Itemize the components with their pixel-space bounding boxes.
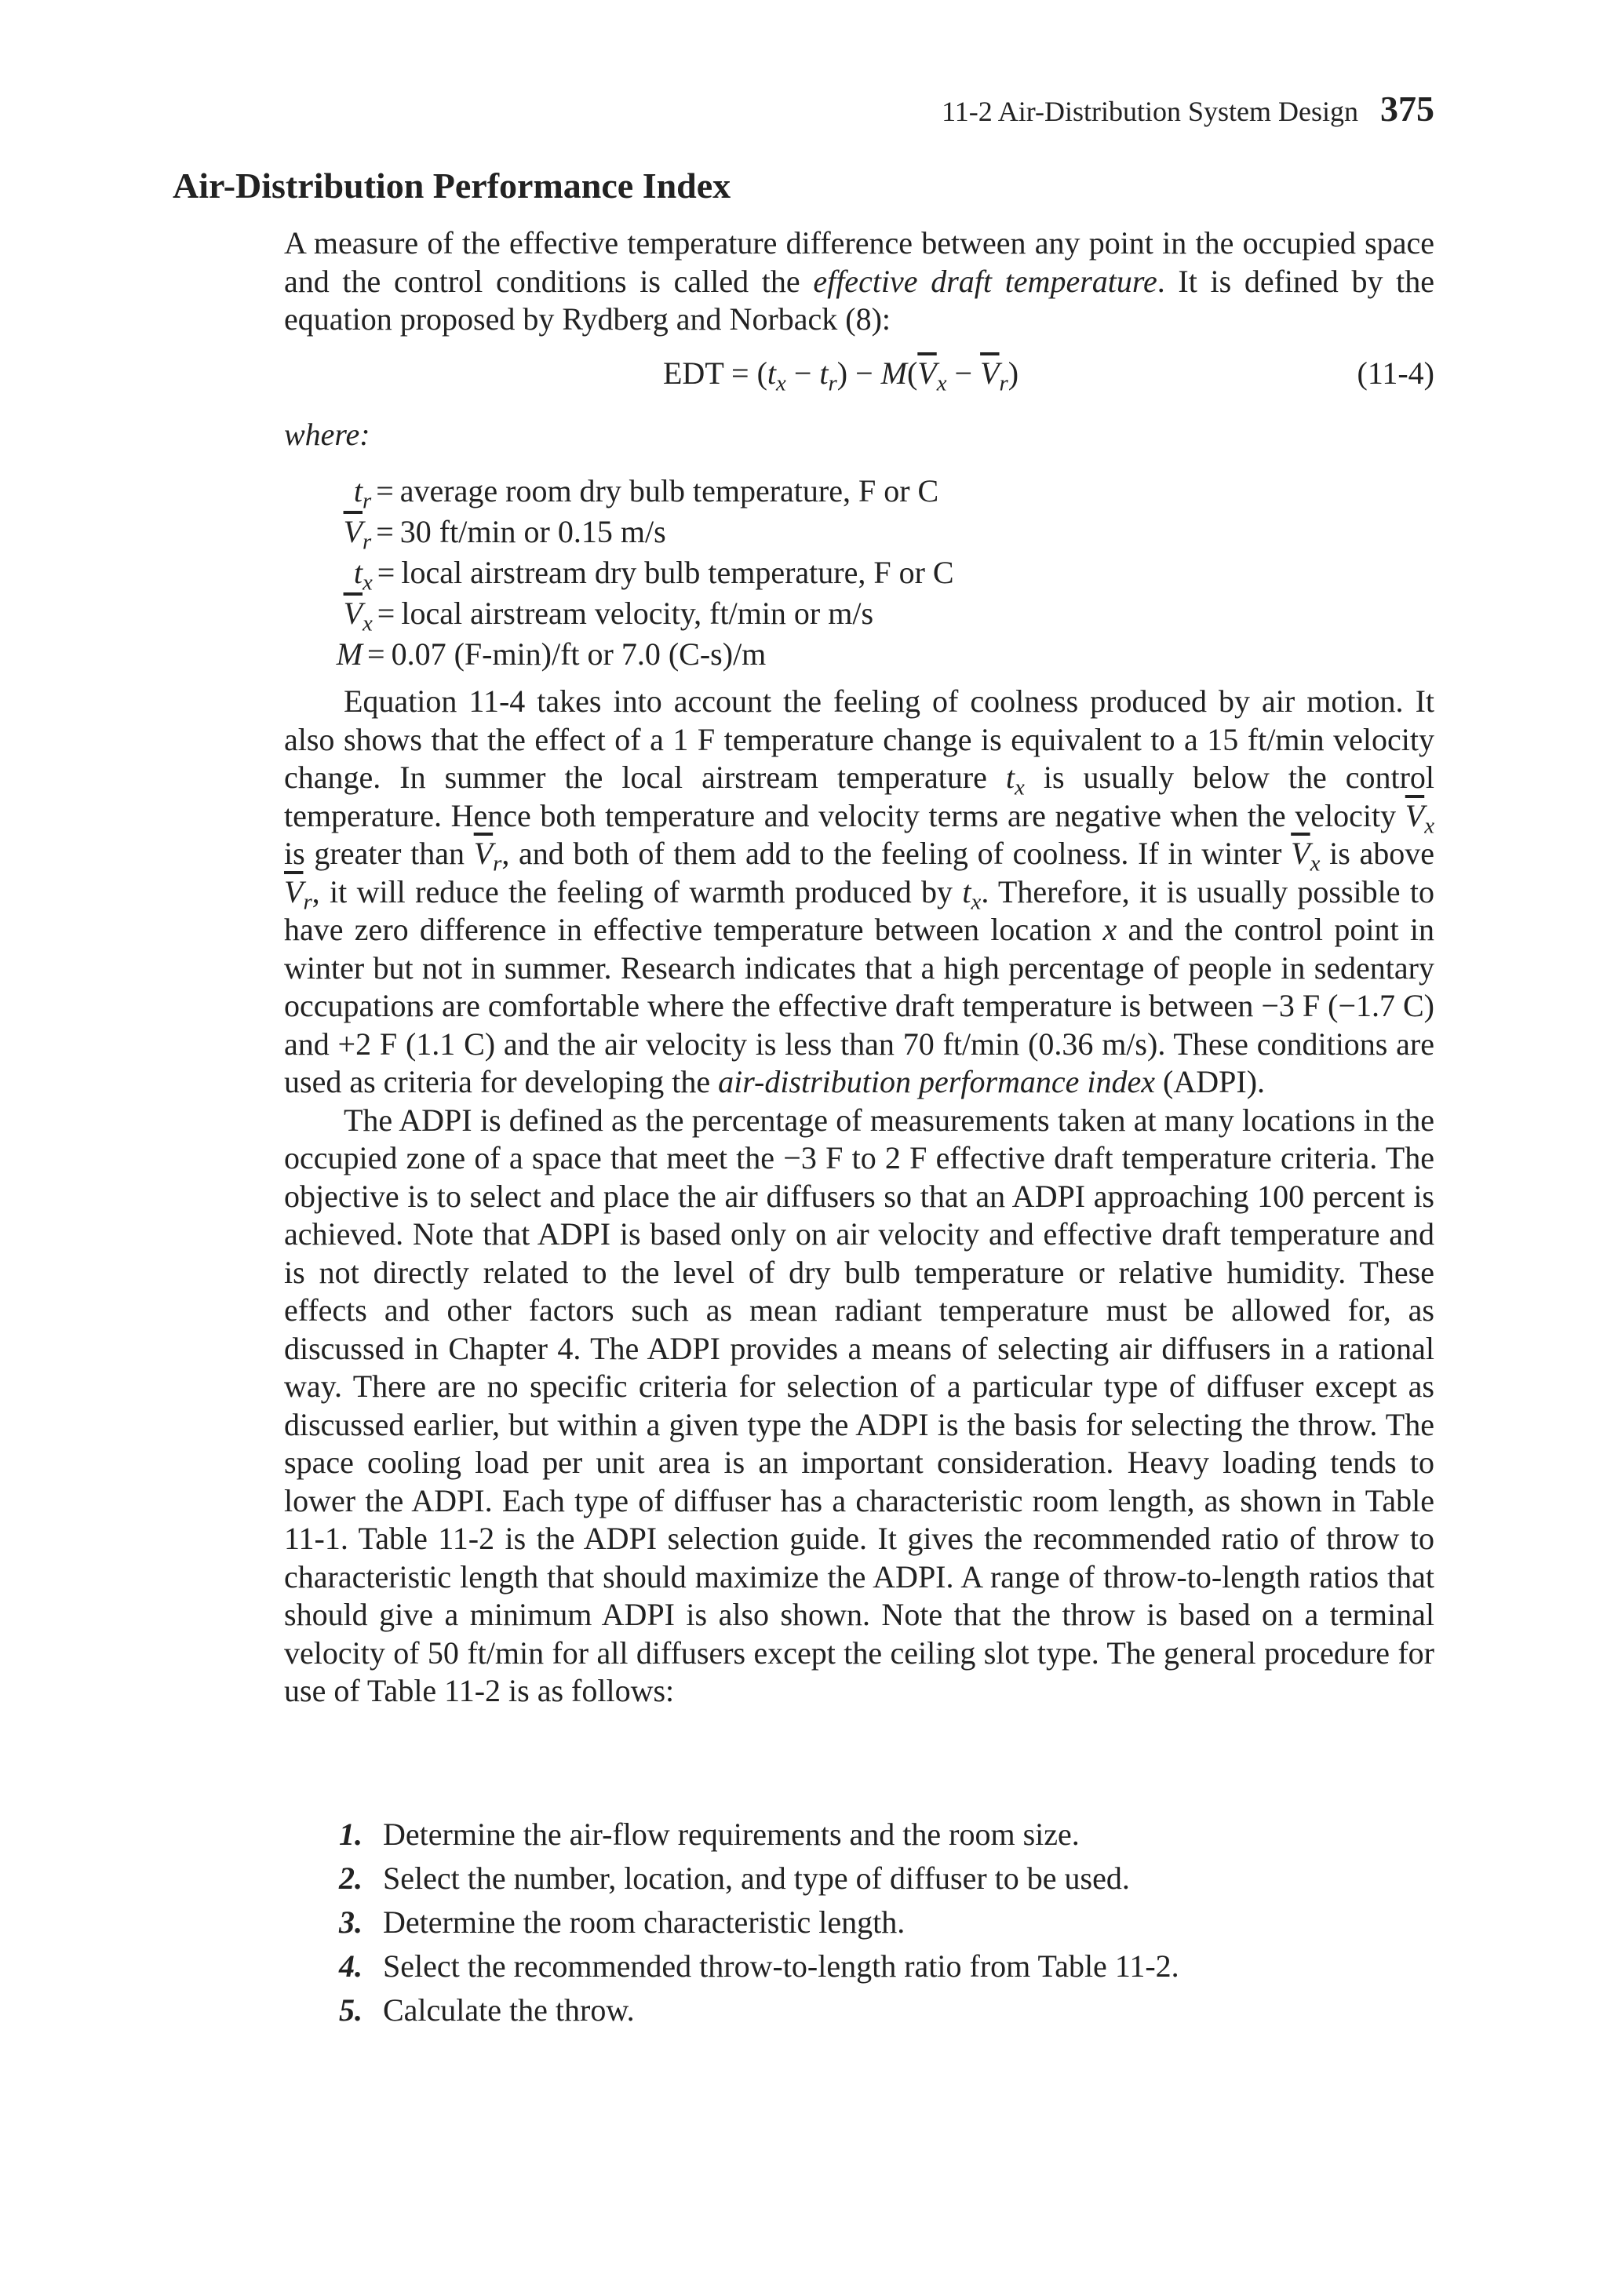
where-label: where: <box>284 417 370 452</box>
body-text <box>284 683 1434 1711</box>
step-item <box>339 1988 1179 2032</box>
step-item <box>339 1857 1179 1901</box>
eq-t1: t <box>767 355 777 391</box>
def-symbol: $\overline{V}$ <box>343 596 363 631</box>
eq-v1: $\overline{V}$ <box>917 355 937 391</box>
intro-text-2: . It is defined by the equation proposed by Rydberg and Norback (8): <box>284 263 1434 337</box>
eq-minus: − <box>785 355 820 391</box>
step-number: 3. <box>339 1904 363 1940</box>
adpi-term: air-distribution performance index <box>718 1064 1156 1099</box>
step-text: Select the recommended throw-to-length ratio from Table 11-2. <box>383 1948 1179 1984</box>
def-subscript: r <box>363 488 372 514</box>
definition-vr: $\overline{V}_r = 30$ ft/min or 0.15 m/s <box>330 512 954 552</box>
eq-sub-r1: r <box>828 370 837 396</box>
def-symbol: t <box>353 555 363 590</box>
def-text: local airstream velocity, ft/min or m/s <box>401 596 874 631</box>
def-subscript: x <box>363 570 373 596</box>
page-number: 375 <box>1380 89 1434 129</box>
definition-tx: $t_x$ = local airstream dry bulb temperature, F or C <box>330 552 954 593</box>
definition-vx: $\overline{V}_x$ = local airstream velocity, ft/min or m/s <box>330 593 954 634</box>
step-text: Determine the air-flow requirements and the room size. <box>383 1817 1080 1852</box>
intro-paragraph <box>284 224 1434 339</box>
edt-equation <box>663 355 1019 396</box>
step-text: Determine the room characteristic length. <box>383 1904 906 1940</box>
def-symbol: M <box>336 636 363 672</box>
step-number: 5. <box>339 1992 363 2028</box>
step-text: Select the number, location, and type of diffuser to be used. <box>383 1860 1130 1896</box>
eq-sub-r2: r <box>999 370 1008 396</box>
step-number: 1. <box>339 1817 363 1852</box>
definition-m: M = 0.07 (F-min)/ft or 7.0 (C-s)/m <box>330 634 954 675</box>
definition-tr: $t_r$ = average room dry bulb temperature, F or C <box>330 471 954 512</box>
def-symbol: t <box>353 473 363 508</box>
header-section-title: 11-2 Air-Distribution System Design <box>942 96 1358 127</box>
eq-m: M <box>880 355 907 391</box>
step-item <box>339 1813 1179 1857</box>
step-item <box>339 1901 1179 1944</box>
running-header <box>942 88 1434 129</box>
def-symbol: $\overline{V}$ <box>343 514 363 549</box>
eq-lhs: EDT = ( <box>663 355 767 391</box>
step-number: 2. <box>339 1860 363 1896</box>
eq-sub-x2: x <box>936 370 947 396</box>
eq-sub-x1: x <box>776 370 786 396</box>
eq-close-paren: ) <box>1008 355 1019 391</box>
intro-term: effective draft temperature <box>813 263 1157 299</box>
step-number: 4. <box>339 1948 363 1984</box>
section-heading: Air-Distribution Performance Index <box>173 166 731 206</box>
equation-number: (11-4) <box>1357 355 1434 391</box>
eq-v2: $\overline{V}$ <box>980 355 1000 391</box>
variable-definitions <box>330 471 954 675</box>
def-text: average room dry bulb temperature, F or C <box>399 473 939 508</box>
eq-minus-2: − <box>946 355 981 391</box>
def-subscript: r <box>363 529 372 555</box>
step-text: Calculate the throw. <box>383 1992 635 2028</box>
def-text: local airstream dry bulb temperature, F or C <box>401 555 954 590</box>
paragraph-1: Equation 11-4 takes into account the feeling of coolness produced by air motion. It also shows that the effect of a 1 F temperature change is equivalent to a 15 ft/min velocity change. In summer the local airstream temperature $t_x$ is usually below the control temperature. Hence both temperature and velocity terms are negative when the velocity $\overline{V}_x$ is greater than $\overline{V}_r$, and both of them add to the feeling of coolness. If in winter $\overline{V}_x$ is above $\overline{V}_r$, it will reduce the feeling of warmth produced by $t_x$. Therefore, it is usually possible to have zero difference in effective temperature between location x and the control point in winter but not in summer. Research indicates that a high percentage of people in sedentary occupations are comfortable where the effective draft temperature is between −3 F (−1.7 C) and +2 F (1.1 C) and the air velocity is less than 70 ft/min (0.36 m/s). These conditions are used as criteria for developing the air-distribution performance index (ADPI). <box>284 683 1435 1099</box>
def-subscript: x <box>363 610 373 636</box>
paragraph-2: The ADPI is defined as the percentage of measurements taken at many locations in the occupied zone of a space that meet the −3 F to 2 F effective draft temperature criteria. The objective is to select and place the air diffusers so that an ADPI approaching 100 percent is achieved. Note that ADPI is based only on air velocity and effective draft temperature and is not directly related to the level of dry bulb temperature or relative humidity. These effects and other factors such as mean radiant temperature must be allowed for, as discussed in Chapter 4. The ADPI provides a means of selecting air diffusers in a rational way. There are no specific criteria for selection of a particular type of diffuser except as discussed earlier, but within a given type the ADPI is the basis for selecting the throw. The space cooling load per unit area is an important consideration. Heavy loading tends to lower the ADPI. Each type of diffuser has a characteristic room length, as shown in Table 11-1. Table 11-2 is the ADPI selection guide. It gives the recommended ratio of throw to characteristic length that should maximize the ADPI. A range of throw-to-length ratios that should give a minimum ADPI is also shown. Note that the throw is based on a terminal velocity of 50 ft/min for all diffusers except the ceiling slot type. The general procedure for use of Table 11-2 is as follows: <box>284 1102 1434 1708</box>
procedure-steps <box>339 1813 1179 2032</box>
eq-open-paren: ( <box>906 355 918 391</box>
def-text: 0.07 (F-min)/ft or 7.0 (C-s)/m <box>391 636 767 672</box>
step-item <box>339 1944 1179 1988</box>
intro-text-1: A measure of the effective temperature difference between any point in the occupied space and the control conditions is called the <box>284 225 1434 299</box>
eq-t2: t <box>819 355 829 391</box>
eq-mid: ) − <box>836 355 881 391</box>
def-text: 30 ft/min or 0.15 m/s <box>399 514 666 549</box>
